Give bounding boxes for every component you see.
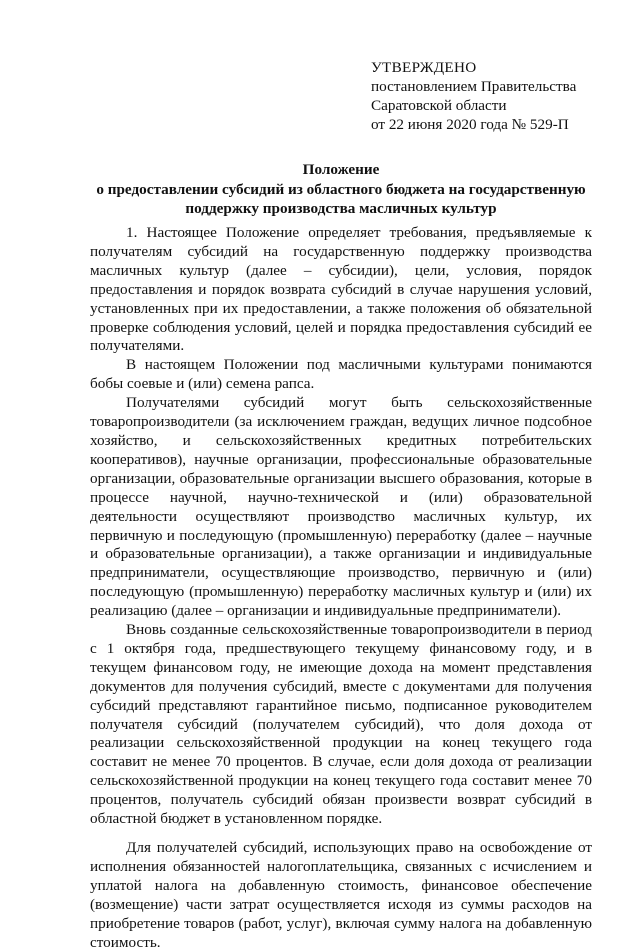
approval-line-2: Саратовской области bbox=[371, 97, 507, 114]
paragraph-1: 1. Настоящее Положение определяет требования, предъявляемые к получателям субсидий на государственную поддержку производства масличных культур (далее – субсидии), цели, условия, порядок предоставления и порядок возврата субсидий в случае нарушения условий, установленных при их предоставлении, а также положения об обязательной проверке соблюдения условий, целей и порядка предоставления субсидий ее получателями. bbox=[90, 224, 592, 355]
paragraph-5: Для получателей субсидий, использующих право на освобождение от исполнения обязанностей налогоплательщика, связанных с исчислением и уплатой налога на добавленную стоимость, финансовое обеспечение (возмещение) части затрат осуществляется исходя из суммы расходов на приобретение товаров (работ, услуг), включая сумму налога на добавленную стоимость. bbox=[90, 839, 592, 951]
approval-line-1: постановлением Правительства bbox=[371, 78, 577, 95]
approval-block bbox=[371, 58, 621, 134]
paragraph-4: Вновь созданные сельскохозяйственные товаропроизводители в период с 1 октября года, предшествующего текущему финансовому году, и в текущем финансовом году, не имеющие дохода на момент представления документов для получения субсидий, вместе с документами для получения субсидий представляют гарантийное письмо, подписанное руководителем получателя субсидий (получателем субсидий), что доля дохода от реализации сельскохозяйственной продукции на конец текущего года составит не менее 70 процентов. В случае, если доля дохода от реализации сельскохозяйственной продукции на конец текущего года составит менее 70 процентов, получатель субсидий обязан произвести возврат субсидий в областной бюджет в установленном порядке. bbox=[90, 621, 592, 828]
title-line-2: о предоставлении субсидий из областного бюджета на государственную bbox=[96, 180, 586, 198]
paragraph-3: Получателями субсидий могут быть сельскохозяйственные товаропроизводители (за исключением граждан, ведущих личное подсобное хозяйство, и сельскохозяйственных кредитных потребительских кооперативов), научные организации, профессиональные образовательные организации, образовательные организации высшего образования, которые в процессе научной, научно-технической и (или) образовательной деятельности осуществляют производство масличных культур, их первичную и последующую (промышленную) переработку (далее – научные и образовательные организации), а также организации и индивидуальные предприниматели, осуществляющие производство, первичную и (или) последующую (промышленную) переработку масличных культур и (или) их реализацию (далее – организации и индивидуальные предприниматели). bbox=[90, 394, 592, 620]
title-line-1: Положение bbox=[302, 161, 380, 178]
approval-line-3: от 22 июня 2020 года № 529-П bbox=[371, 116, 569, 133]
paragraph-2: В настоящем Положении под масличными культурами понимаются бобы соевые и (или) семена рапса. bbox=[90, 356, 592, 393]
approval-stamp: УТВЕРЖДЕНО bbox=[371, 59, 477, 76]
document-title bbox=[90, 160, 592, 219]
title-line-3: поддержку производства масличных культур bbox=[185, 200, 497, 217]
document-body bbox=[90, 224, 592, 952]
